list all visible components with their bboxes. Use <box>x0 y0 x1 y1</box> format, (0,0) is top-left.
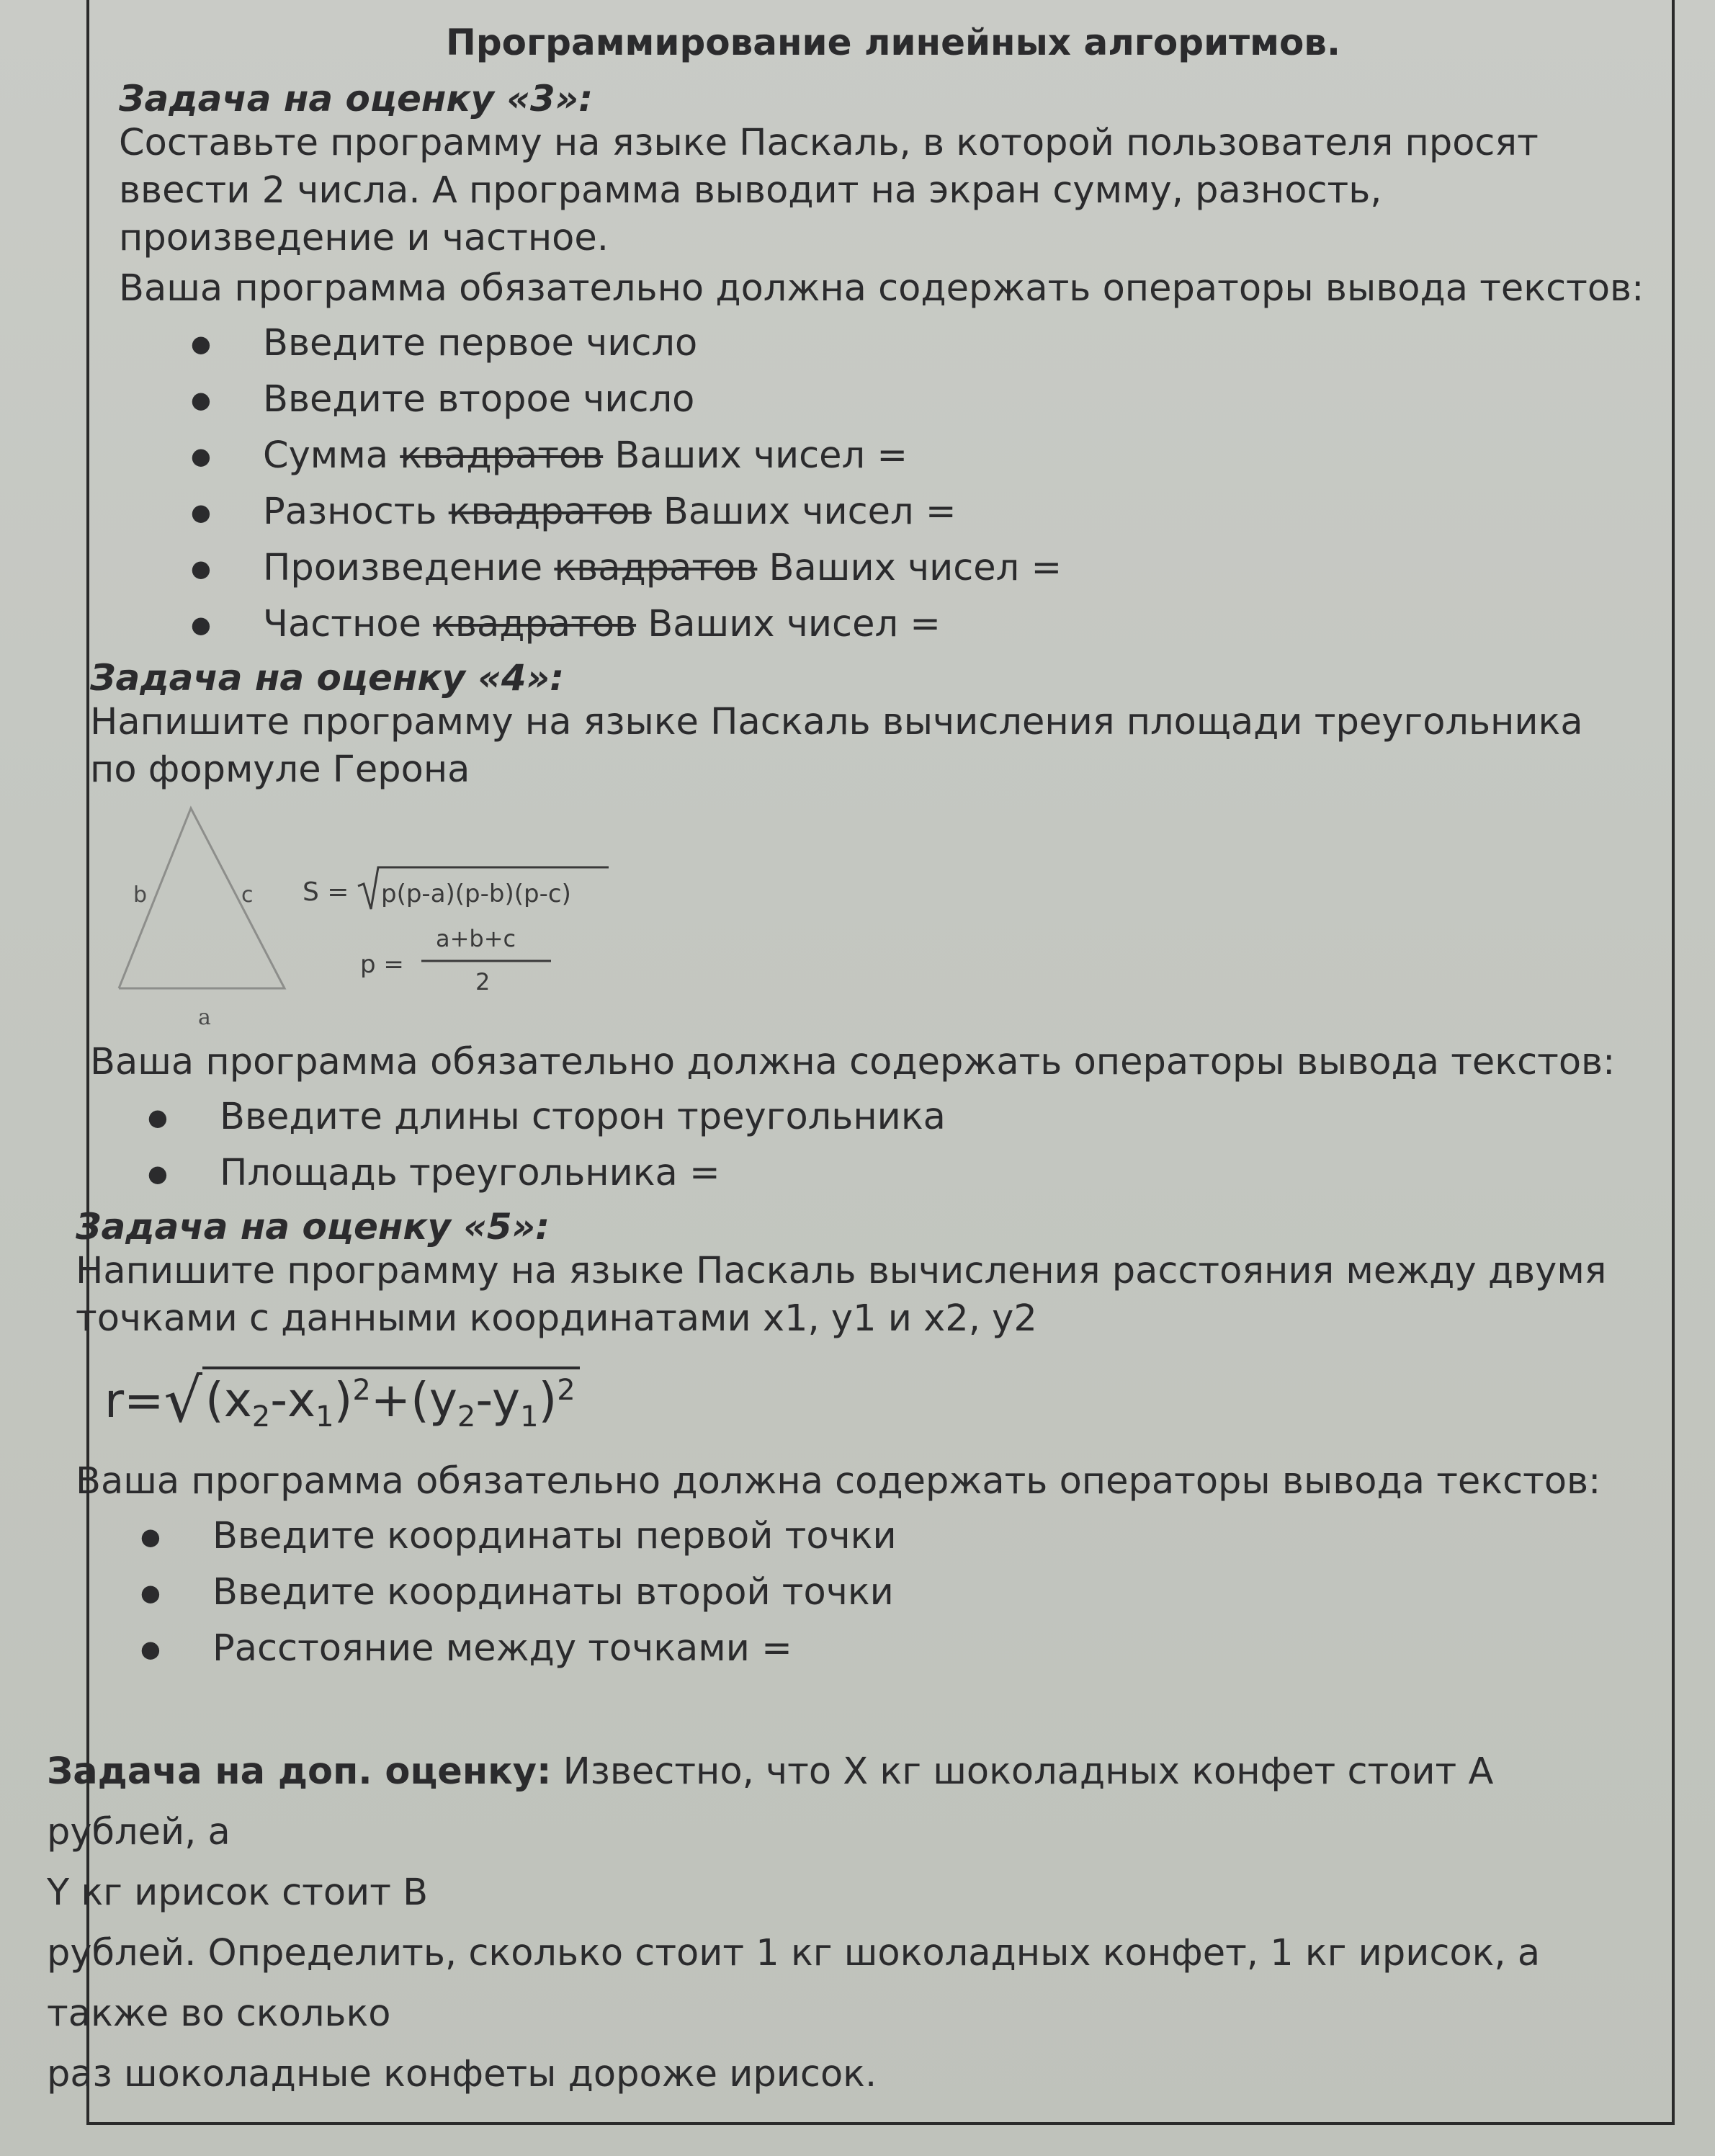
formula-part: + <box>370 1372 411 1428</box>
distance-formula <box>104 1350 1675 1451</box>
extra-line-1 <box>47 1742 1631 1863</box>
formula-part: ) <box>538 1372 558 1428</box>
task-5-heading: Задача на оценку «5»: <box>76 1206 550 1248</box>
struck-word: квадратов <box>554 547 758 589</box>
side-c-label: c <box>241 882 254 908</box>
struck-word: квадратов <box>433 603 637 645</box>
list-item: ● Площадь треугольника = <box>76 1145 1675 1202</box>
list-item: ● Введите координаты первой точки <box>68 1508 1675 1565</box>
list-item <box>119 540 1675 596</box>
radical-sign: √ <box>164 1365 202 1436</box>
extra-task-heading: Задача на доп. оценку: <box>47 1750 552 1793</box>
output-text: Разность <box>263 491 449 533</box>
task-4-output-list <box>76 1089 1675 1202</box>
task-3-output-list <box>119 316 1675 653</box>
list-item <box>119 372 1675 428</box>
formula-part: (x <box>205 1372 252 1428</box>
task-3-section <box>68 78 1675 653</box>
formula-sub: 2 <box>251 1400 271 1434</box>
triangle-diagram <box>90 801 738 1032</box>
task-5-output-list <box>68 1508 1675 1677</box>
output-text: Введите вторoе число <box>263 378 695 421</box>
worksheet-content <box>47 22 1675 2105</box>
formula-sub: 1 <box>315 1400 334 1434</box>
task-4-text: Напишите программу на языке Паскаль вычисления площади треугольника по формуле Герона <box>90 701 1583 791</box>
output-text: Частное <box>263 603 434 645</box>
formula-sup: 2 <box>352 1374 371 1408</box>
list-item: ● Введите длины сторон треугольника <box>76 1089 1675 1145</box>
extra-line-3: рублей. Определить, сколько стоит 1 кг шоколадных конфет, 1 кг ирисок, а <box>47 1932 1541 1974</box>
formula-lhs: r= <box>104 1372 164 1428</box>
side-b-label: b <box>133 882 148 908</box>
formula-part: -y <box>475 1372 521 1428</box>
list-item: ● Введите координаты второй точки <box>68 1565 1675 1621</box>
output-text: Произведение <box>263 547 555 589</box>
p-lhs: p = <box>360 950 404 979</box>
page-title: Программирование линейных алгоритмов. <box>446 22 1340 63</box>
formula-sup: 2 <box>557 1374 576 1408</box>
struck-word: квадратов <box>400 434 604 477</box>
task-4-requirement: Ваша программа обязательно должна содержать операторы вывода текстов: <box>90 1041 1616 1083</box>
task-4-section <box>68 657 1675 1202</box>
list-item: ● Расстояние между точками = <box>68 1621 1675 1677</box>
area-radicand: p(p-a)(p-b)(p-c) <box>381 880 571 908</box>
formula-sub: 1 <box>520 1400 539 1434</box>
list-item <box>119 316 1675 372</box>
task-3-heading: Задача на оценку «3»: <box>119 78 594 120</box>
task-4-heading: Задача на оценку «4»: <box>90 657 565 699</box>
extra-text: Известно, что X кг шоколадных конфет стоит A рублей, а <box>47 1750 1494 1853</box>
struck-word: квадратов <box>448 491 652 533</box>
output-text: Введите первое число <box>263 322 698 364</box>
extra-task-section <box>47 1742 1631 2105</box>
output-text: Ваших чисел = <box>636 603 941 645</box>
formula-part: -x <box>270 1372 316 1428</box>
list-item <box>119 428 1675 484</box>
task-5-requirement: Ваша программа обязательно должна содержать операторы вывода текстов: <box>76 1460 1601 1503</box>
formula-part: ) <box>333 1372 353 1428</box>
task-5-text: Напишите программу на языке Паскаль вычисления расстояния между двумя точками с данными координатами x1, y1 и x2, y2 <box>76 1250 1607 1340</box>
extra-line-4: также во сколько <box>47 1992 391 2035</box>
task-3-requirement: Ваша программа обязательно должна содержать операторы вывода текстов: <box>119 267 1644 310</box>
extra-line-2: Y кг ирисок стоит B <box>47 1871 429 1914</box>
task-3-text: Составьте программу на языке Паскаль, в которой пользователя просят ввести 2 числа. А программа выводит на экран сумму, разность, произведение и частное. <box>119 122 1539 259</box>
list-item <box>119 484 1675 540</box>
output-text: Ваших чисел = <box>651 491 957 533</box>
heron-figure <box>90 801 1675 1032</box>
formula-sub: 2 <box>457 1400 476 1434</box>
formula-radicand <box>202 1366 580 1433</box>
formula-part: (y <box>411 1372 457 1428</box>
list-item <box>119 596 1675 653</box>
side-a-label: a <box>198 1005 211 1030</box>
task-5-section <box>68 1206 1675 1677</box>
output-text: Ваших чисел = <box>603 434 908 477</box>
p-denominator: 2 <box>475 968 491 996</box>
extra-line-5: раз шоколадные конфеты дороже ирисок. <box>47 2053 877 2095</box>
area-lhs: S = <box>303 877 349 907</box>
output-text: Сумма <box>263 434 400 477</box>
p-numerator: a+b+c <box>436 925 516 952</box>
output-text: Ваших чисел = <box>757 547 1062 589</box>
